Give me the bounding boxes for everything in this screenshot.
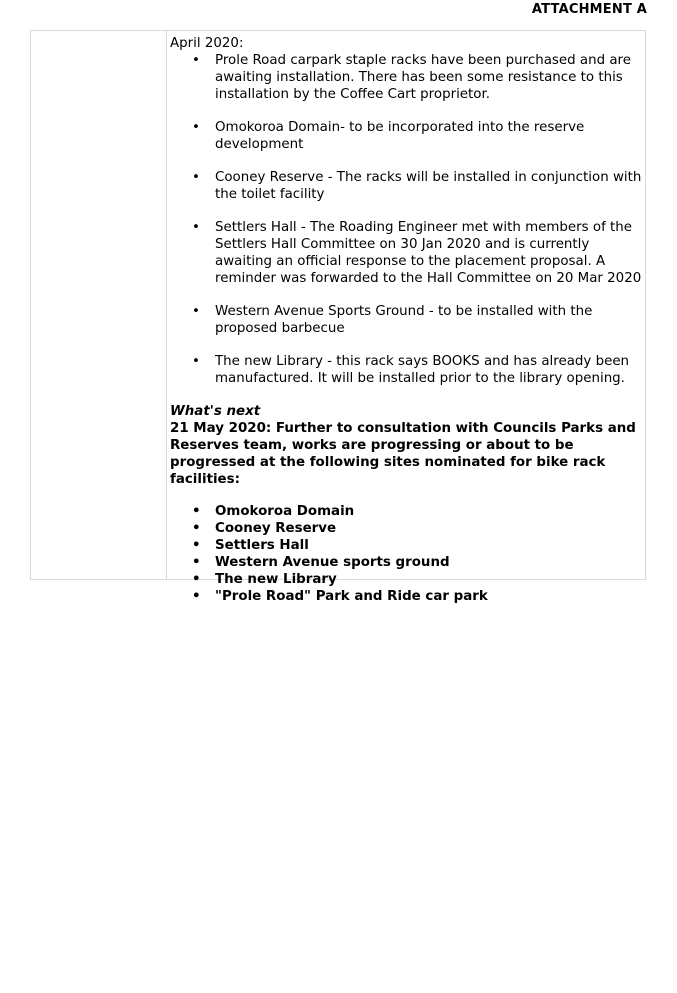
- list-item-text: Omokoroa Domain- to be incorporated into the reserve development: [215, 120, 585, 152]
- whats-next-heading: What's next: [170, 404, 261, 419]
- attachment-label: ATTACHMENT A: [531, 2, 647, 17]
- bullet-icon: •: [192, 589, 201, 604]
- whats-next-paragraph: 21 May 2020: Further to consultation with Councils Parks and Reserves team, works are progressing or about to be progressed at the following sites nominated for bike rack facilities:: [170, 421, 636, 487]
- list-item-text: Cooney Reserve - The racks will be installed in conjunction with the toilet facility: [215, 170, 642, 202]
- content-table: [30, 30, 646, 604]
- table-right-cell: [168, 31, 645, 604]
- list-item: [170, 571, 643, 588]
- bullet-icon: •: [192, 220, 200, 235]
- sites-list: [170, 503, 643, 605]
- site-name: Settlers Hall: [215, 538, 309, 553]
- bullet-icon: •: [192, 304, 200, 319]
- bullet-icon: •: [192, 521, 201, 536]
- table-left-cell: [31, 31, 167, 579]
- bullet-icon: •: [192, 170, 200, 185]
- list-item-text: Western Avenue Sports Ground - to be installed with the proposed barbecue: [215, 304, 593, 336]
- site-name: Western Avenue sports ground: [215, 555, 450, 570]
- list-item: [170, 52, 643, 103]
- list-item: [170, 119, 643, 153]
- list-item: [170, 169, 643, 203]
- bullet-icon: •: [192, 120, 200, 135]
- bullet-icon: •: [192, 354, 200, 369]
- list-item: [170, 537, 643, 554]
- list-item: [170, 588, 643, 605]
- site-name: The new Library: [215, 572, 337, 587]
- list-item: [170, 503, 643, 520]
- list-item-text: Settlers Hall - The Roading Engineer met with members of the Settlers Hall Committee on 30 Jan 2020 and is currently awaiting an official response to the placement proposal. A reminder was forwarded to the Hall Committee on 20 Mar 2020: [215, 220, 642, 286]
- update-date-heading: April 2020:: [170, 36, 244, 51]
- list-item-text: Prole Road carpark staple racks have been purchased and are awaiting installation. There has been some resistance to this installation by the Coffee Cart proprietor.: [215, 53, 631, 102]
- bullet-icon: •: [192, 504, 201, 519]
- bullet-icon: •: [192, 538, 201, 553]
- list-item: [170, 554, 643, 571]
- site-name: Cooney Reserve: [215, 521, 337, 536]
- bullet-icon: •: [192, 555, 201, 570]
- list-item: [170, 353, 643, 387]
- bullet-icon: •: [192, 53, 200, 68]
- list-item: [170, 520, 643, 537]
- site-name: "Prole Road" Park and Ride car park: [215, 589, 488, 604]
- list-item-text: The new Library - this rack says BOOKS and has already been manufactured. It will be installed prior to the library opening.: [215, 354, 630, 386]
- update-list: [170, 52, 643, 387]
- list-item: [170, 219, 643, 287]
- site-name: Omokoroa Domain: [215, 504, 355, 519]
- bullet-icon: •: [192, 572, 201, 587]
- list-item: [170, 303, 643, 337]
